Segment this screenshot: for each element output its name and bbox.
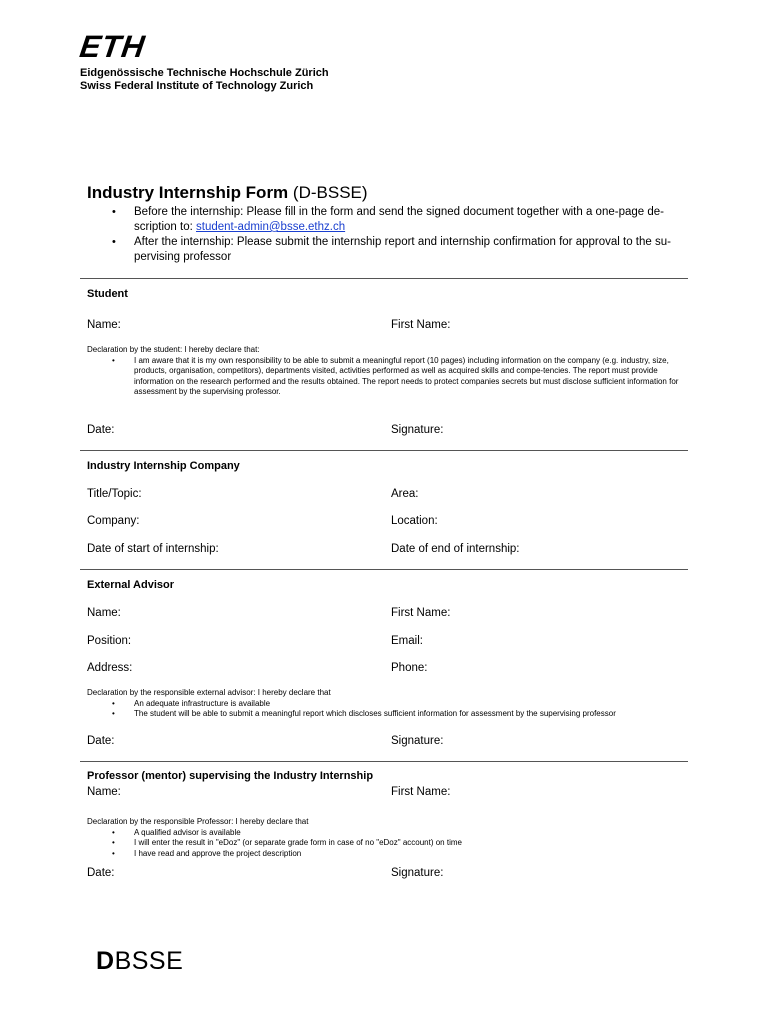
student-declaration-item: • I am aware that it is my own responsibility to be able to submit a meaningful report (10 pages) including information on the company (e.g. industry, size, products, organisation, competitors), departments visited, activities performed as well as acquired skills and compe-tencies. The report must provide information on the research performed and the results obtained. The report needs to protect companies secrets but must disclose sufficient information for assessment by the supervising professor. (134, 356, 687, 398)
advisor-phone-field[interactable]: Phone: (391, 662, 428, 674)
student-declaration (87, 345, 687, 398)
eth-logo: ETH (77, 29, 148, 64)
form-title-suffix: (D-BSSE) (288, 183, 368, 202)
section-divider (80, 278, 688, 279)
professor-declaration-item: • A qualified advisor is available (134, 828, 687, 839)
professor-date-field[interactable]: Date: (87, 867, 115, 879)
dbsse-logo-text: BSSE (114, 947, 184, 975)
form-title-bold: Industry Internship Form (87, 183, 289, 202)
advisor-heading: External Advisor (87, 579, 175, 591)
advisor-declaration (87, 688, 687, 720)
advisor-declaration-item: • The student will be able to submit a meaningful report which discloses sufficient information for assessment by the supervising professor (134, 709, 687, 720)
company-heading: Industry Internship Company (87, 460, 240, 472)
student-admin-email-link[interactable]: student-admin@bsse.ethz.ch (196, 221, 346, 233)
advisor-address-field[interactable]: Address: (87, 662, 133, 674)
professor-first-name-field[interactable]: First Name: (391, 786, 451, 798)
professor-declaration-item: • I will enter the result in "eDoz" (or separate grade form in case of no "eDoz" account) on time (134, 838, 687, 849)
location-field[interactable]: Location: (391, 515, 438, 527)
dbsse-logo-d: D (96, 947, 115, 975)
professor-declaration-item: • I have read and approve the project description (134, 849, 687, 860)
student-declaration-intro: Declaration by the student: I hereby declare that: (87, 345, 260, 354)
professor-declaration-intro: Declaration by the responsible Professor: I hereby declare that (87, 817, 309, 826)
section-divider (80, 450, 688, 451)
advisor-date-field[interactable]: Date: (87, 735, 115, 747)
advisor-signature-field[interactable]: Signature: (391, 735, 444, 747)
advisor-declaration-intro: Declaration by the responsible external advisor: I hereby declare that (87, 688, 331, 697)
intro-item-before (134, 205, 687, 235)
advisor-email-field[interactable]: Email: (391, 635, 423, 647)
title-topic-field[interactable]: Title/Topic: (87, 488, 142, 500)
institution-name-de: Eidgenössische Technische Hochschule Zürich (80, 67, 329, 79)
professor-declaration (87, 817, 687, 859)
institution-name-en: Swiss Federal Institute of Technology Zurich (80, 80, 314, 92)
intro-item-before-text: Before the internship: Please fill in the form and send the signed document together with a one-page de-scription to: (134, 206, 664, 233)
student-first-name-field[interactable]: First Name: (391, 319, 451, 331)
advisor-name-field[interactable]: Name: (87, 607, 121, 619)
advisor-position-field[interactable]: Position: (87, 635, 132, 647)
section-divider (80, 569, 688, 570)
company-field[interactable]: Company: (87, 515, 140, 527)
student-date-field[interactable]: Date: (87, 424, 115, 436)
advisor-declaration-item: • An adequate infrastructure is available (134, 699, 687, 710)
area-field[interactable]: Area: (391, 488, 419, 500)
professor-signature-field[interactable]: Signature: (391, 867, 444, 879)
start-date-field[interactable]: Date of start of internship: (87, 543, 219, 555)
professor-name-field[interactable]: Name: (87, 786, 121, 798)
professor-heading: Professor (mentor) supervising the Industry Internship (87, 770, 374, 782)
advisor-first-name-field[interactable]: First Name: (391, 607, 451, 619)
intro-item-after: • After the internship: Please submit the internship report and internship confirmation for approval to the su-pervising professor (134, 235, 687, 265)
student-name-field[interactable]: Name: (87, 319, 121, 331)
dbsse-logo (96, 946, 183, 976)
section-divider (80, 761, 688, 762)
student-signature-field[interactable]: Signature: (391, 424, 444, 436)
form-title (87, 182, 368, 204)
end-date-field[interactable]: Date of end of internship: (391, 543, 520, 555)
student-heading: Student (87, 288, 128, 300)
intro-instructions (87, 205, 687, 265)
